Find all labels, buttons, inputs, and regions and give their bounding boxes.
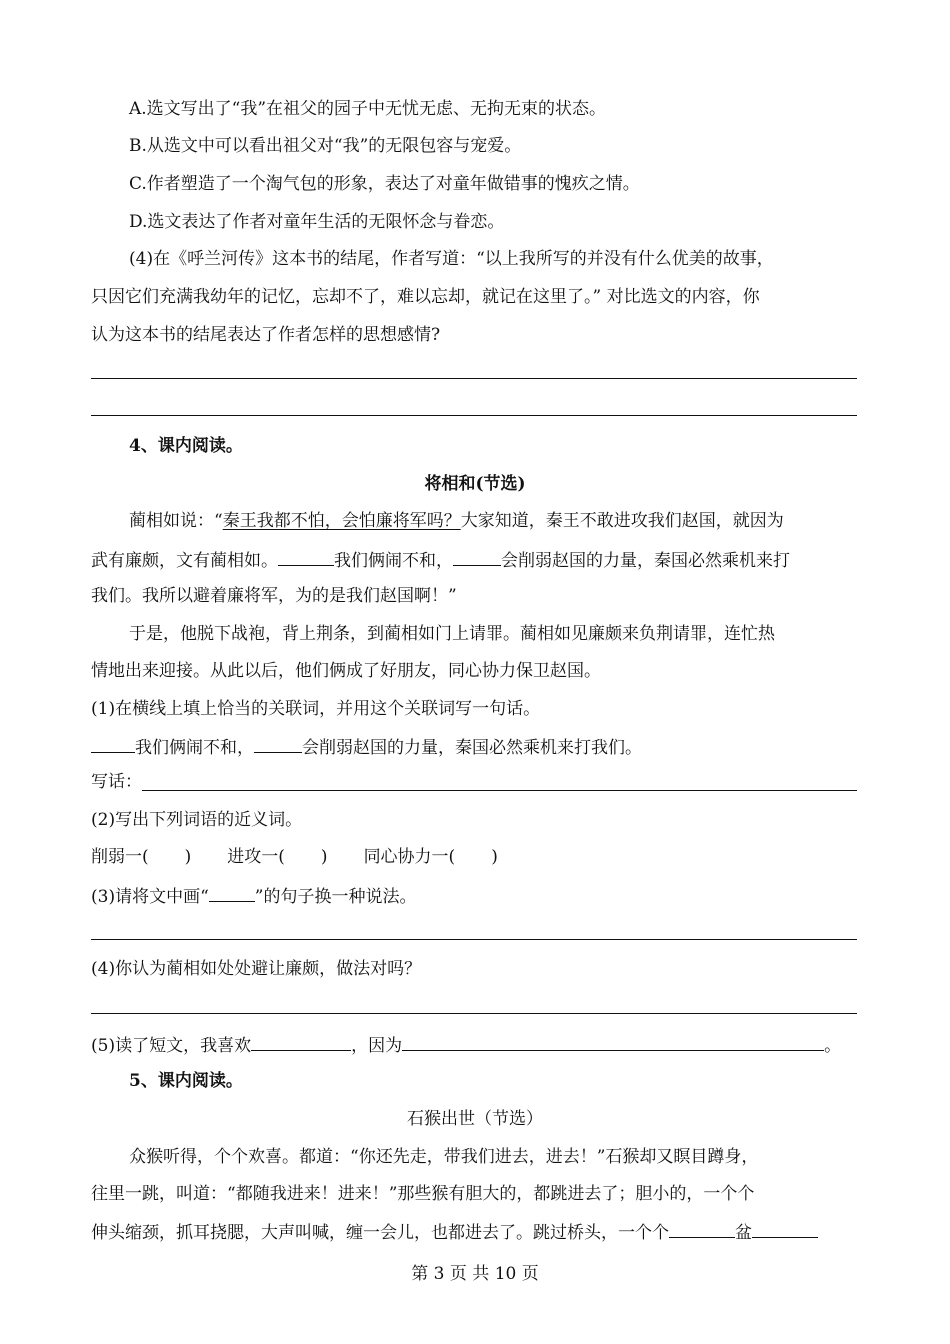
passage-text: 我们俩闹不和，	[334, 551, 453, 571]
section-5-title: 石猴出世（节选）	[407, 1109, 543, 1129]
question-4-4: (4)你认为蔺相如处处避让廉颇，做法对吗？	[91, 959, 422, 979]
answer-line[interactable]	[91, 1013, 857, 1014]
question-3-4-line1: (4)在《呼兰河传》这本书的结尾，作者写道：“以上我所写的并没有什么优美的故事，	[129, 249, 774, 269]
answer-line[interactable]	[91, 378, 857, 379]
question-4-3	[91, 883, 416, 909]
passage-line	[91, 1219, 818, 1245]
fill-blank[interactable]	[402, 1032, 824, 1051]
passage-text: 蔺相如说：“	[129, 511, 223, 531]
answer-line[interactable]	[91, 939, 857, 940]
option-b: B.从选文中可以看出祖父对“我”的无限包容与宠爱。	[129, 136, 522, 156]
fill-blank[interactable]	[251, 1032, 351, 1051]
passage-text: 盆	[735, 1223, 752, 1243]
fill-blank[interactable]	[91, 734, 135, 753]
fill-text: 会削弱赵国的力量，秦国必然乘机来打我们。	[302, 738, 642, 758]
passage-line: 我们。我所以避着廉将军，为的是我们赵国啊！”	[91, 586, 457, 606]
fill-blank[interactable]	[278, 547, 334, 566]
question-3-4-line3: 认为这本书的结尾表达了作者怎样的思想感情?	[91, 325, 441, 345]
synonym-word: 进攻一(	[227, 847, 285, 867]
fill-blank[interactable]	[254, 734, 302, 753]
passage-text: 伸头缩颈，抓耳挠腮，大声叫喊，缠一会儿，也都进去了。跳过桥头，一个个	[91, 1223, 669, 1243]
section-4-heading: 4、课内阅读。	[129, 436, 243, 456]
section-4-title: 将相和(节选)	[424, 474, 526, 494]
option-c: C.作者塑造了一个淘气包的形象，表达了对童年做错事的愧疚之情。	[129, 174, 640, 194]
question-text: ”的句子换一种说法。	[254, 887, 417, 907]
question-text: ，因为	[351, 1036, 403, 1056]
option-a: A.选文写出了“我”在祖父的园子中无忧无虑、无拘无束的状态。	[129, 99, 607, 119]
question-text: (5)读了短文，我喜欢	[91, 1036, 252, 1056]
passage-line: 众猴听得，个个欢喜。都道：“你还先走，带我们进去，进去！”石猴却又瞑目蹲身，	[129, 1147, 759, 1167]
passage-line	[129, 509, 784, 533]
answer-line[interactable]	[91, 415, 857, 416]
passage-line: 于是，他脱下战袍，背上荆条，到蔺相如门上请罪。蔺相如见廉颇来负荆请罪，连忙热	[129, 624, 775, 644]
option-d: D.选文表达了作者对童年生活的无限怀念与眷恋。	[129, 212, 505, 232]
synonym-close: )	[184, 847, 192, 867]
question-text: 。	[824, 1036, 842, 1056]
question-3-4-line2: 只因它们充满我幼年的记忆，忘却不了，难以忘却，就记在这里了。” 对比选文的内容，你	[91, 287, 760, 307]
fill-blank[interactable]	[752, 1219, 818, 1238]
page-footer: 第 3 页 共 10 页	[411, 1264, 539, 1284]
passage-line	[91, 547, 790, 573]
passage-text: 会削弱赵国的力量，秦国必然乘机来打	[501, 551, 790, 571]
synonym-word: 同心协力一(	[363, 847, 456, 867]
question-4-5	[91, 1032, 841, 1058]
write-label: 写话：	[91, 772, 142, 792]
synonym-word: 削弱一(	[91, 847, 149, 867]
underline-sample	[209, 883, 255, 902]
fill-text: 我们俩闹不和，	[135, 738, 254, 758]
fill-blank[interactable]	[669, 1219, 735, 1238]
passage-line: 往里一跳，叫道：“都随我进来！进来！”那些猴有胆大的，都跳进去了；胆小的，一个个	[91, 1184, 755, 1204]
passage-line: 情地出来迎接。从此以后，他们俩成了好朋友，同心协力保卫赵国。	[91, 661, 601, 681]
question-4-1-fill	[91, 734, 642, 760]
write-answer-line[interactable]	[142, 790, 857, 791]
underlined-sentence: 秦王我都不怕，会怕廉将军吗？	[222, 511, 461, 531]
question-text: (3)请将文中画“	[91, 887, 209, 907]
synonym-close: )	[320, 847, 328, 867]
passage-text: 武有廉颇，文有蔺相如。	[91, 551, 278, 571]
fill-blank[interactable]	[453, 547, 501, 566]
question-4-2: (2)写出下列词语的近义词。	[91, 810, 303, 830]
passage-text: 大家知道，秦王不敢进攻我们赵国，就因为	[460, 511, 784, 531]
section-5-heading: 5、课内阅读。	[129, 1071, 243, 1091]
question-4-1: (1)在横线上填上恰当的关联词，并用这个关联词写一句话。	[91, 699, 541, 719]
synonym-close: )	[491, 847, 498, 867]
synonym-row	[91, 845, 498, 869]
